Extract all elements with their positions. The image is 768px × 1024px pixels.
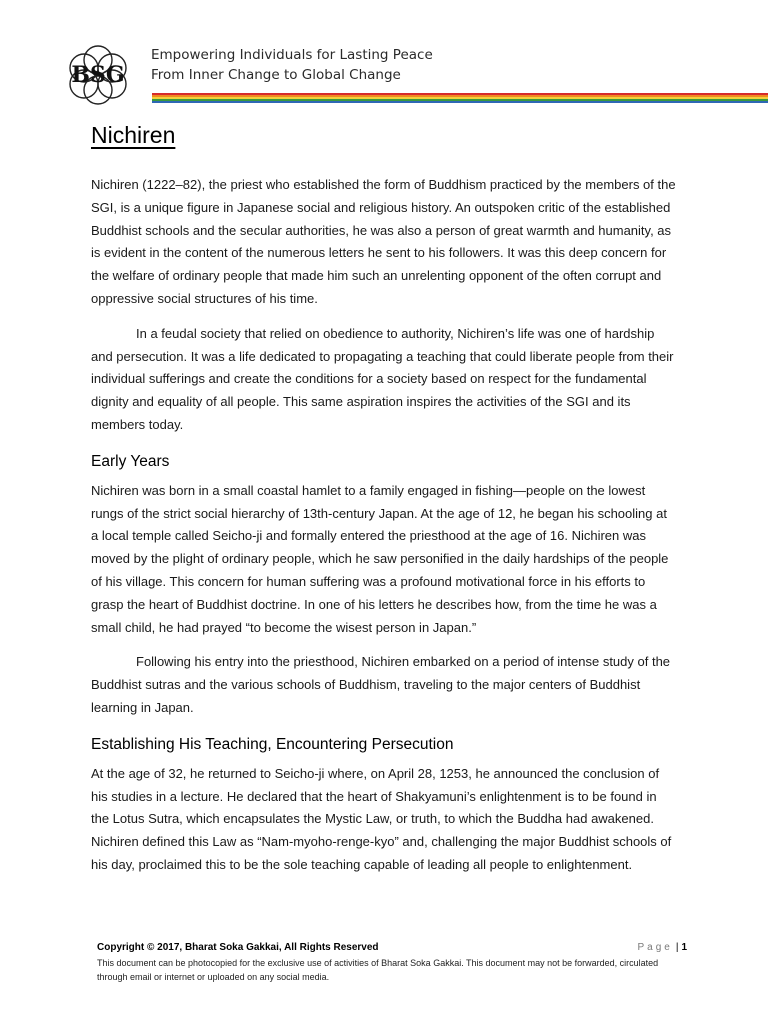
page-number: 1 xyxy=(681,942,687,953)
rainbow-divider xyxy=(152,93,768,103)
early-years-paragraph-1: Nichiren was born in a small coastal hamlet to a family engaged in fishing—people on the lowest rungs of the strict social hierarchy of 13th-century Japan. At the age of 12, he began his schooling at a local temple called Seicho-ji and formally entered the priesthood at the age of 16. Nichiren was moved by the plight of ordinary people, which he saw personified in the daily hardships of the people of his village. This concern for human suffering was a profound motivational force in his efforts to grasp the heart of Buddhist doctrine. In one of his letters he describes how, from the time he was a small child, he had prayed “to become the wisest person in Japan.” xyxy=(91,482,669,635)
bsg-logo xyxy=(62,38,134,110)
usage-notice: This document can be photocopied for the exclusive use of activities of Bharat Soka Gakkai. This document may not be forwarded, circulated through email or internet or uploaded on any social media. xyxy=(97,958,659,982)
logo-emblem-icon xyxy=(62,38,134,110)
establishing-paragraph-1: At the age of 32, he returned to Seicho-ji where, on April 28, 1253, he announced the conclusion of his studies in a lecture. He declared that the heart of Shakyamuni’s enlightenment is to be found in the Lotus Sutra, which encapsulates the Mystic Law, or truth, to which the Buddha had awakened. Nichiren defined this Law as “Nam-myoho-renge-kyo” and, challenging the major Buddhist schools of his day, proclaimed this to be the sole teaching capable of leading all people to enlightenment. xyxy=(91,765,672,872)
page-separator: | xyxy=(675,942,679,953)
intro-paragraph-1: Nichiren (1222–82), the priest who established the form of Buddhism practiced by the members of the SGI, is a unique figure in Japanese social and religious history. An outspoken critic of the established Buddhist schools and the secular authorities, he was also a person of great warmth and humanity, as is evident in the content of the numerous letters he sent to his followers. It was this deep concern for the welfare of ordinary people that made him such an unrelenting opponent of the often corrupt and oppressive social structures of his time. xyxy=(91,177,676,306)
page-number-block xyxy=(637,940,687,956)
intro-paragraph-2: In a feudal society that relied on obedience to authority, Nichiren’s life was one of hardship and persecution. It was a life dedicated to propagating a teaching that could liberate people from their individual sufferings and create the conditions for a society based on respect for the fundamental dignity and equality of all people. This same aspiration inspires the activities of the SGI and its members today. xyxy=(91,325,674,432)
tagline-line-1: Empowering Individuals for Lasting Peace xyxy=(151,47,433,63)
page-footer xyxy=(97,940,687,984)
document-body xyxy=(91,118,677,889)
tagline-line-2: From Inner Change to Global Change xyxy=(151,67,401,83)
document-title: Nichiren xyxy=(91,122,176,148)
copyright-text: Copyright © 2017, Bharat Soka Gakkai, All Rights Reserved xyxy=(97,942,379,953)
page-label: Page xyxy=(637,942,673,953)
tagline xyxy=(151,45,433,85)
section-heading-establishing-teaching: Establishing His Teaching, Encountering Persecution xyxy=(91,735,454,753)
section-heading-early-years: Early Years xyxy=(91,452,170,470)
logo-text: BSG xyxy=(71,62,125,88)
rainbow-stripe-5 xyxy=(152,101,768,103)
early-years-paragraph-2: Following his entry into the priesthood, Nichiren embarked on a period of intense study of the Buddhist sutras and the various schools of Buddhism, traveling to the major centers of Buddhist learning in Japan. xyxy=(91,654,671,715)
